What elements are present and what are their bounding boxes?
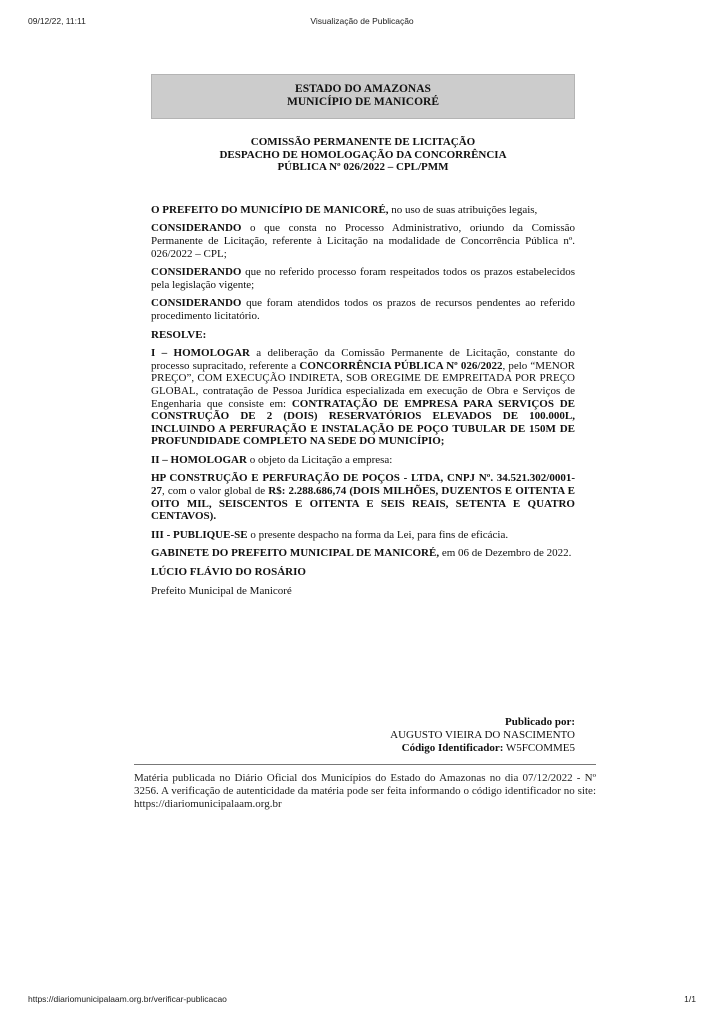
heading-process-number: PÚBLICA Nº 026/2022 – CPL/PMM	[277, 161, 449, 174]
considerando-3	[151, 297, 575, 322]
item-1-verb: HOMOLOGAR	[173, 347, 250, 360]
print-datetime: 09/12/22, 11:11	[28, 16, 86, 26]
item-3-text: o presente despacho na forma da Lei, para fins de eficácia.	[247, 528, 509, 541]
banner-municipality: MUNICÍPIO DE MANICORÉ	[286, 96, 440, 108]
footer-divider	[134, 764, 596, 765]
document-heading	[151, 136, 575, 174]
publication-info	[300, 716, 575, 755]
banner-state: ESTADO DO AMAZONAS	[295, 83, 431, 95]
company-text: , com o valor global de	[162, 485, 269, 498]
considerando-3-text: que foram atendidos todos os prazos de recursos pendentes ao referido procedimento licitatório.	[151, 297, 575, 322]
intro-text: no uso de suas atribuições legais,	[388, 203, 538, 216]
gabinete-paragraph	[151, 547, 575, 560]
state-municipality-banner	[151, 74, 575, 119]
identifier-code-label: Código Identificador:	[401, 742, 504, 754]
considerando-1	[151, 222, 575, 260]
considerando-2-bold: CONSIDERANDO	[151, 266, 242, 279]
company-name-cnpj: HP CONSTRUÇÃO E PERFURAÇÃO DE POÇOS - LTDA, CNPJ Nº. 34.521.302/0001-27	[151, 472, 575, 498]
heading-despacho: DESPACHO DE HOMOLOGAÇÃO DA CONCORRÊNCIA	[219, 148, 507, 161]
gabinete-bold: GABINETE DO PREFEITO MUNICIPAL DE MANICORÉ,	[151, 547, 440, 560]
item-1-homologar	[151, 347, 575, 448]
document-body	[151, 136, 575, 603]
item-2-verb: II – HOMOLOGAR	[151, 453, 247, 466]
considerando-2	[151, 266, 575, 291]
considerando-2-text: que no referido processo foram respeitados todos os prazos estabelecidos pela legislação vigente;	[151, 266, 575, 291]
intro-bold: O PREFEITO DO MUNICÍPIO DE MANICORÉ,	[151, 203, 389, 216]
item-1-process: CONCORRÊNCIA PÚBLICA Nº 026/2022	[299, 359, 503, 372]
print-page-number: 1/1	[684, 994, 696, 1004]
item-3-publique	[151, 529, 575, 542]
item-3-verb: III - PUBLIQUE-SE	[151, 528, 248, 541]
item-2-text: o objeto da Licitação a empresa:	[246, 453, 393, 466]
considerando-1-text: o que consta no Processo Administrativo, oriundo da Comissão Permanente de Licitação, referente à Licitação na modalidade de Concorrência Pública nº. 026/2022 – CPL;	[151, 222, 575, 260]
published-by-label: Publicado por:	[505, 716, 575, 728]
resolve-label	[151, 329, 575, 342]
item-1-number: I –	[151, 347, 174, 360]
published-by-name: AUGUSTO VIEIRA DO NASCIMENTO	[390, 729, 575, 741]
item-1-object: CONTRATAÇÃO DE EMPRESA PARA SERVIÇOS DE CONSTRUÇÃO DE 2 (DOIS) RESERVATÓRIOS ELEVADOS DE 100.000L, INCLUINDO A PERFURAÇÃO E INSTALAÇÃO DE POÇO TUBULAR DE 150M DE PROFUNDIDADE COMPLETO NA SEDE DO MUNICÍPIO;	[151, 397, 575, 448]
item-2-homologar	[151, 454, 575, 467]
signatory-role: Prefeito Municipal de Manicoré	[151, 584, 292, 597]
heading-commission: COMISSÃO PERMANENTE DE LICITAÇÃO	[250, 136, 476, 148]
considerando-3-bold: CONSIDERANDO	[151, 297, 242, 310]
item-1-text-b: , pelo “MENOR PREÇO”, COM EXECUÇÃO INDIRETA, SOB OREGIME DE EMPREITADA POR PREÇO GLOBAL, contratação de Pessoa Jurídica especializada em execução de Obra e Serviços de Engenharia que consiste em:	[151, 359, 576, 410]
considerando-1-bold: CONSIDERANDO	[151, 222, 242, 235]
identifier-code-value: W5FCOMME5	[503, 742, 575, 754]
company-value: R$: 2.288.686,74 (DOIS MILHÕES, DUZENTOS E OITENTA E OITO MIL, SEISCENTOS E OITENTA E SEIS REAIS, SETENTA E QUATRO CENTAVOS).	[151, 485, 575, 523]
signatory-name-text: LÚCIO FLÁVIO DO ROSÁRIO	[151, 566, 306, 579]
print-url: https://diariomunicipalaam.org.br/verificar-publicacao	[28, 994, 227, 1004]
item-1-text-a: a deliberação da Comissão Permanente de Licitação, constante do processo supracitado, referente a	[151, 347, 576, 372]
winning-company	[151, 472, 575, 522]
resolve-bold: RESOLVE:	[151, 328, 207, 341]
intro-paragraph	[151, 204, 575, 217]
gabinete-date: em 06 de Dezembro de 2022.	[439, 547, 572, 560]
publication-footer-note: Matéria publicada no Diário Oficial dos Municípios do Estado do Amazonas no dia 07/12/2022 - Nº 3256. A verificação de autenticidade da matéria pode ser feita informando o código identificador no site: https://diariomunicipalaam.org.br	[134, 772, 596, 810]
print-page-title: Visualização de Publicação	[310, 16, 414, 26]
signatory-name	[151, 566, 575, 579]
